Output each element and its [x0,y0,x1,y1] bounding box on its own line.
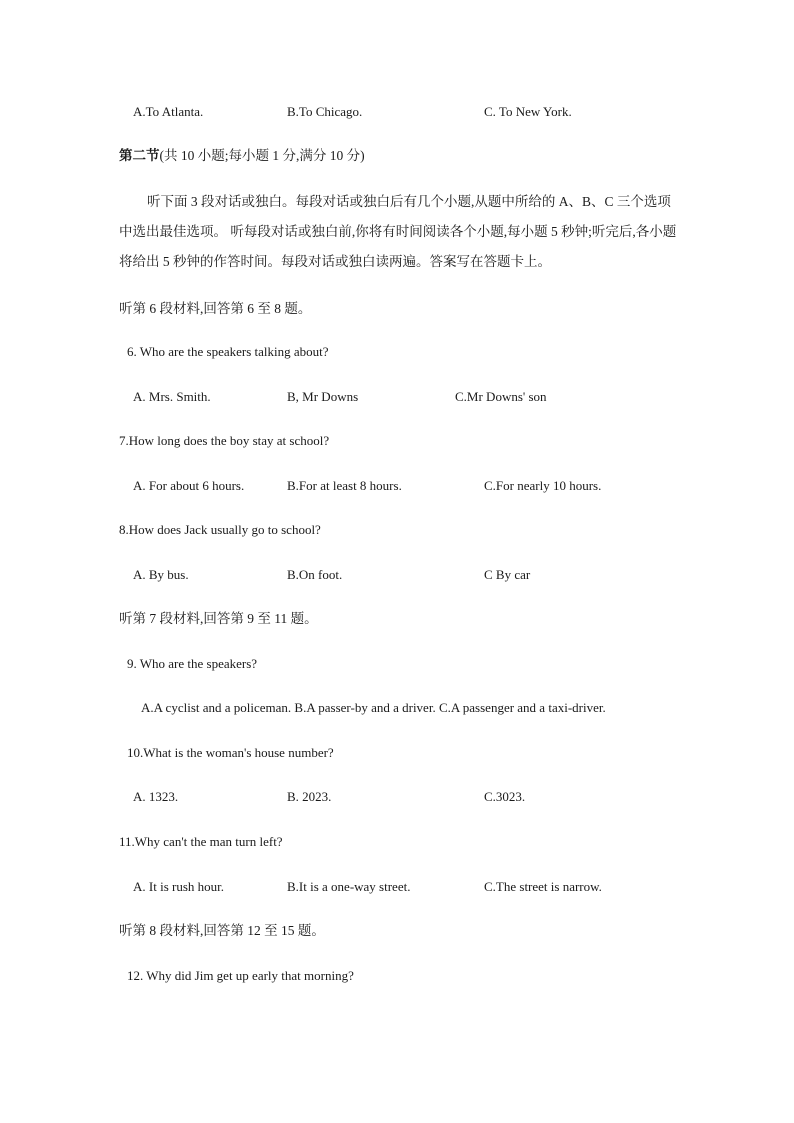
q8-option-a: A. By bus. [133,567,189,582]
q6-question: 6. Who are the speakers talking about? [127,344,329,359]
q9-options: A.A cyclist and a policeman. B.A passer-by and a driver. C.A passenger and a taxi-driver. [141,700,606,715]
q10-question: 10.What is the woman's house number? [127,745,334,760]
section-title-rest: (共 10 小题;每小题 1 分,满分 10 分) [159,148,365,163]
q10-option-c: C.3023. [484,789,526,804]
q11-option-a: A. It is rush hour. [133,879,224,894]
q11-option-c: C.The street is narrow. [484,879,602,894]
q11-option-b: B.It is a one-way street. [287,879,411,894]
q5-option-b: B.To Chicago. [287,104,363,119]
q8-option-b: B.On foot. [287,567,343,582]
q10-option-b: B. 2023. [287,789,332,804]
q7-question: 7.How long does the boy stay at school? [119,433,330,448]
q5-option-a: A.To Atlanta. [133,104,204,119]
q8-option-c: C By car [484,567,531,582]
section-heading [119,147,365,165]
q10-option-a: A. 1323. [133,789,179,804]
q6-option-a: A. Mrs. Smith. [133,389,211,404]
q9-question: 9. Who are the speakers? [127,656,258,671]
section-instructions: 听下面 3 段对话或独白。每段对话或独白后有几个小题,从题中所给的 A、B、C 三个选项中选出最佳选项。 听每段对话或独白前,你将有时间阅读各个小题,每小题 5 秒钟;听完后,各小题将给出 5 秒钟的作答时间。每段对话或独白读两遍。答案写在答题卡上。 [119,194,677,269]
q5-option-c: C. To New York. [484,104,572,119]
q8-question: 8.How does Jack usually go to school? [119,522,321,537]
section-title-bold: 第二节 [119,148,160,163]
q7-option-b: B.For at least 8 hours. [287,478,402,493]
q6-option-b: B, Mr Downs [287,389,359,404]
q6-option-c: C.Mr Downs' son [455,389,547,404]
q11-question: 11.Why can't the man turn left? [119,834,283,849]
text7-heading: 听第 7 段材料,回答第 9 至 11 题。 [119,611,318,626]
q7-option-a: A. For about 6 hours. [133,478,245,493]
text8-heading: 听第 8 段材料,回答第 12 至 15 题。 [119,923,325,938]
text6-heading: 听第 6 段材料,回答第 6 至 8 题。 [119,301,312,316]
q12-question: 12. Why did Jim get up early that morning? [127,968,354,983]
q7-option-c: C.For nearly 10 hours. [484,478,602,493]
